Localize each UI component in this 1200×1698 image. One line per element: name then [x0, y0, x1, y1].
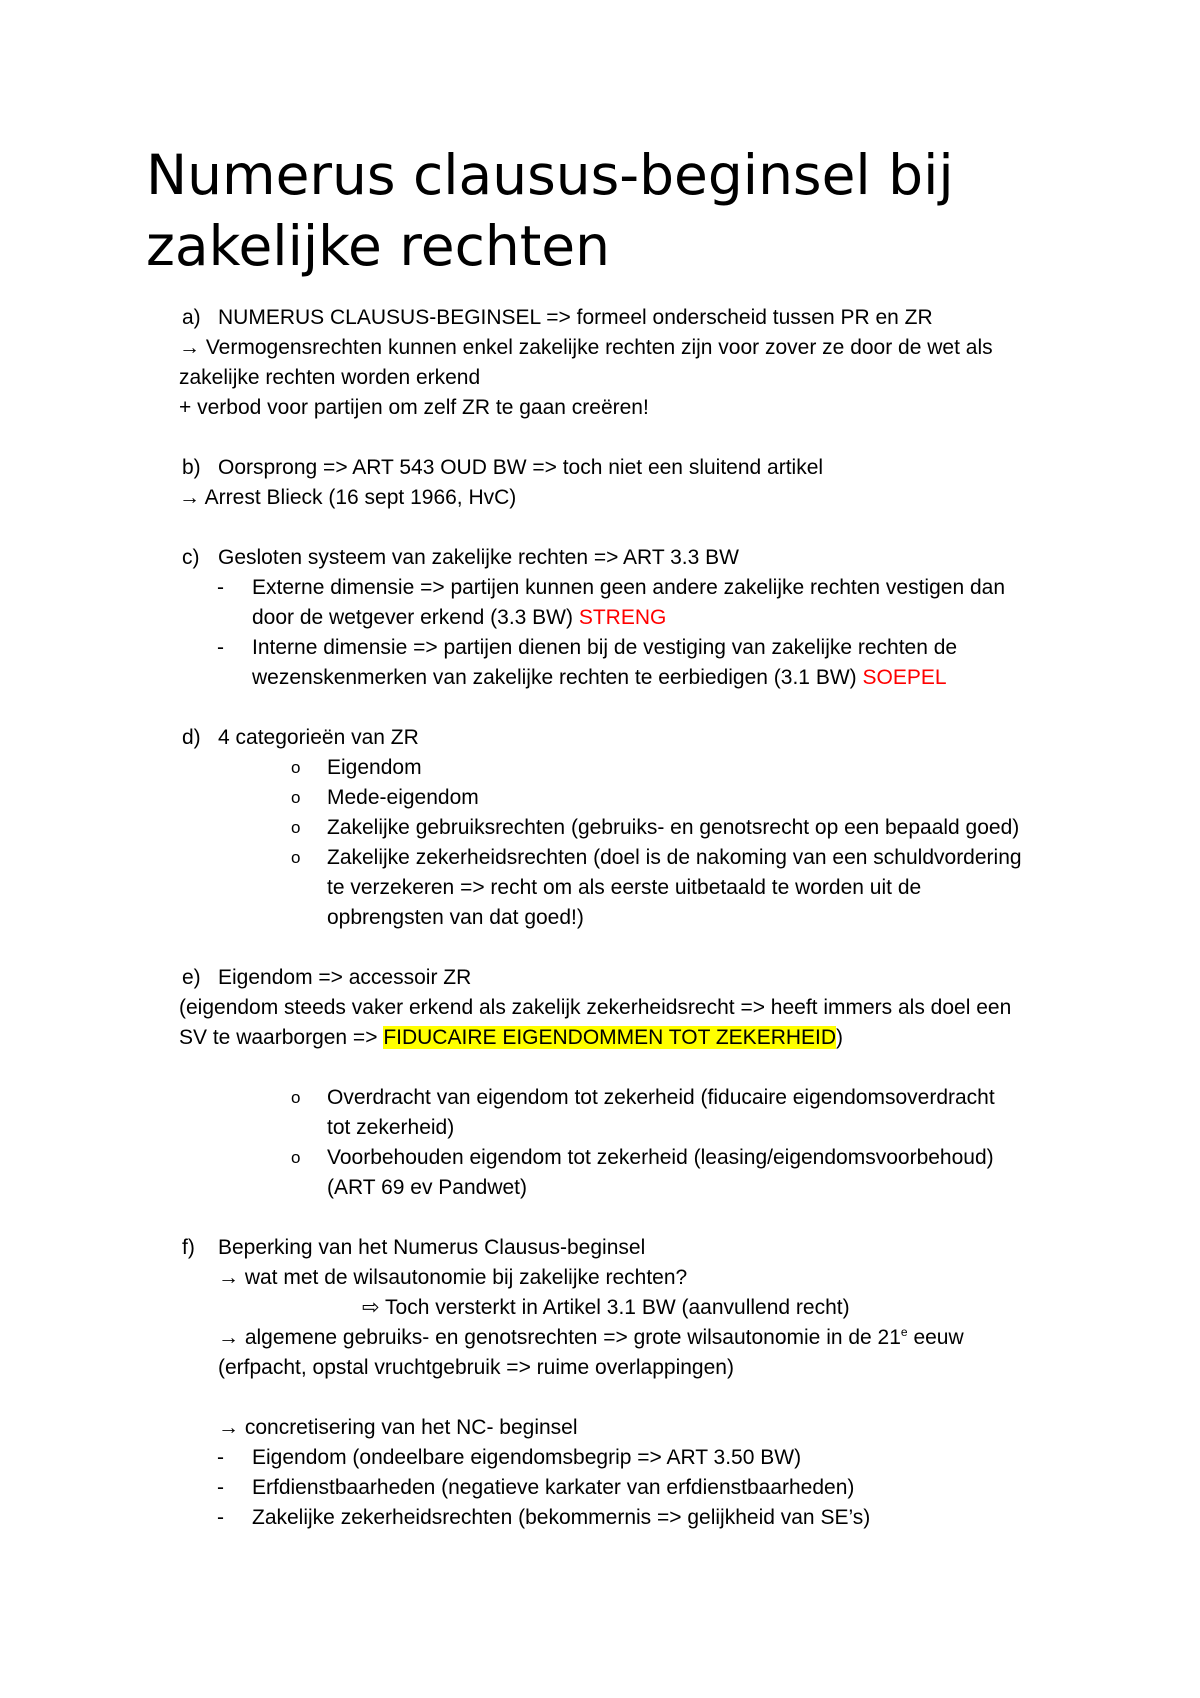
section-f-line: (erfpacht, opstal vruchtgebruik => ruime overlappingen): [218, 1356, 734, 1379]
section-a-heading: a) NUMERUS CLAUSUS-BEGINSEL => formeel onderscheid tussen PR en ZR: [182, 303, 1082, 333]
page-title: Numerus clausus-beginsel bij zakelijke rechten: [146, 143, 954, 278]
list-item-continuation: opbrengsten van dat goed!): [327, 906, 584, 929]
section-label: b): [182, 456, 201, 479]
section-e-heading: e) Eigendom => accessoir ZR: [182, 963, 1082, 993]
section-a-line: → Vermogensrechten kunnen enkel zakelijke rechten zijn voor zover ze door de wet als: [179, 336, 993, 359]
strict-tag: STRENG: [578, 606, 667, 629]
section-label: d): [182, 726, 201, 749]
document-body: [179, 303, 1082, 1533]
section-d-heading: d) 4 categorieën van ZR: [182, 723, 1082, 753]
flexible-tag: SOEPEL: [862, 666, 947, 689]
section-label: c): [182, 546, 200, 569]
dash-bullet: -: [217, 636, 224, 659]
dash-bullet: -: [217, 576, 224, 599]
section-label: e): [182, 966, 201, 989]
list-item: - Interne dimensie => partijen dienen bij de vestiging van zakelijke rechten de: [182, 633, 1082, 663]
list-item: o Zakelijke gebruiksrechten (gebruiks- en genotsrecht op een bepaald goed): [182, 813, 1082, 843]
list-item-continuation: door de wetgever erkend (3.3 BW) STRENG: [252, 606, 667, 629]
list-item: o Voorbehouden eigendom tot zekerheid (leasing/eigendomsvoorbehoud): [182, 1143, 1082, 1173]
list-item: o Zakelijke zekerheidsrechten (doel is de nakoming van een schuldvordering: [182, 843, 1082, 873]
list-item: - Eigendom (ondeelbare eigendomsbegrip => ART 3.50 BW): [182, 1443, 1082, 1473]
list-item-continuation: (ART 69 ev Pandwet): [327, 1176, 527, 1199]
circle-bullet: o: [291, 788, 301, 807]
circle-bullet: o: [291, 1088, 301, 1107]
circle-bullet: o: [291, 848, 301, 867]
section-label: a): [182, 306, 201, 329]
section-e-line: (eigendom steeds vaker erkend als zakelijk zekerheidsrecht => heeft immers als doel een: [179, 996, 1012, 1019]
list-item: o Mede-eigendom: [182, 783, 1082, 813]
section-a-line: + verbod voor partijen om zelf ZR te gaan creëren!: [179, 396, 649, 419]
section-c-heading: c) Gesloten systeem van zakelijke rechten => ART 3.3 BW: [182, 543, 1082, 573]
list-item-continuation: te verzekeren => recht om als eerste uitbetaald te worden uit de: [327, 876, 922, 899]
circle-bullet: o: [291, 758, 301, 777]
dash-bullet: -: [217, 1476, 224, 1499]
dash-bullet: -: [217, 1446, 224, 1469]
circle-bullet: o: [291, 818, 301, 837]
circle-bullet: o: [291, 1148, 301, 1167]
list-item-continuation: wezenskenmerken van zakelijke rechten te eerbiedigen (3.1 BW) SOEPEL: [252, 666, 947, 689]
section-a-line: zakelijke rechten worden erkend: [179, 366, 481, 389]
section-f-line: → concretisering van het NC- beginsel: [218, 1416, 578, 1439]
section-f-heading: f) Beperking van het Numerus Clausus-beginsel: [182, 1233, 1082, 1263]
section-b-heading: b) Oorsprong => ART 543 OUD BW => toch niet een sluitend artikel: [182, 453, 1082, 483]
section-f-line: → algemene gebruiks- en genotsrechten => grote wilsautonomie in de 21e eeuw: [218, 1325, 964, 1349]
list-item: o Overdracht van eigendom tot zekerheid (fiducaire eigendomsoverdracht: [182, 1083, 1082, 1113]
list-item: - Zakelijke zekerheidsrechten (bekommernis => gelijkheid van SE’s): [182, 1503, 1082, 1533]
list-item: o Eigendom: [182, 753, 1082, 783]
list-item: - Erfdienstbaarheden (negatieve karkater van erfdienstbaarheden): [182, 1473, 1082, 1503]
section-b-line: → Arrest Blieck (16 sept 1966, HvC): [179, 486, 517, 509]
section-f-line: ⇨ Toch versterkt in Artikel 3.1 BW (aanvullend recht): [362, 1296, 850, 1319]
section-label: f): [182, 1236, 195, 1259]
list-item: - Externe dimensie => partijen kunnen geen andere zakelijke rechten vestigen dan: [182, 573, 1082, 603]
highlighted-text: FIDUCAIRE EIGENDOMMEN TOT ZEKERHEID: [383, 1026, 837, 1049]
dash-bullet: -: [217, 1506, 224, 1529]
list-item-continuation: tot zekerheid): [327, 1116, 455, 1139]
section-e-line: SV te waarborgen => FIDUCAIRE EIGENDOMMEN TOT ZEKERHEID): [179, 1026, 844, 1049]
section-f-line: → wat met de wilsautonomie bij zakelijke rechten?: [218, 1266, 688, 1289]
